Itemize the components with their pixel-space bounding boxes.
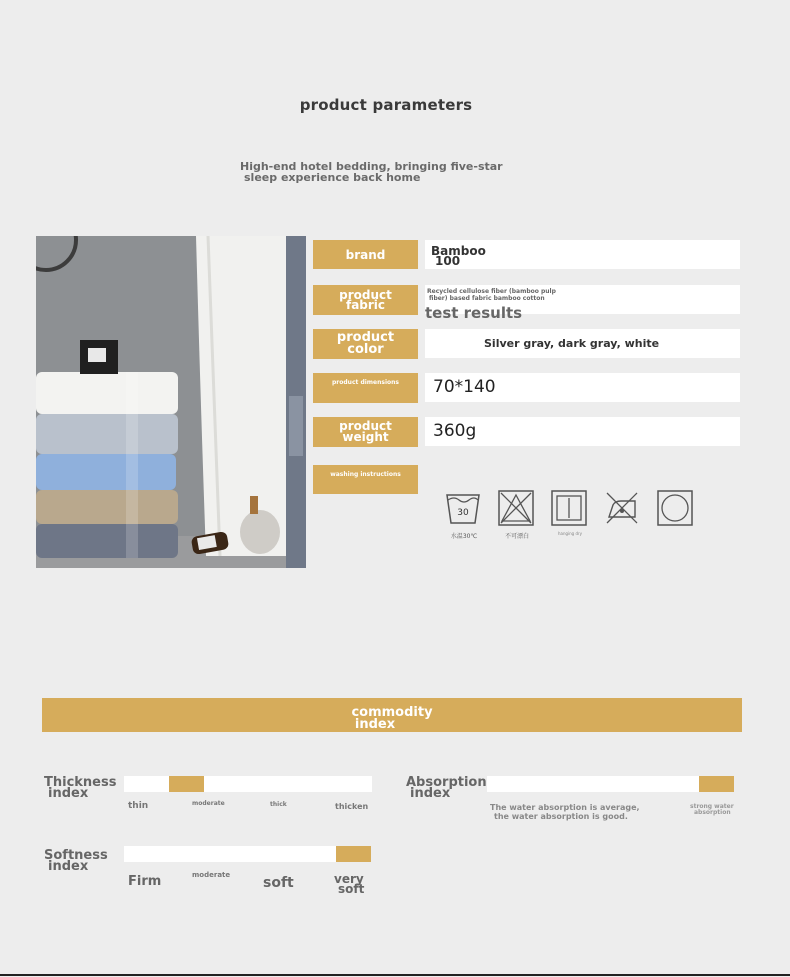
no-bleach-icon <box>497 489 535 527</box>
page-subtitle <box>240 161 503 183</box>
absorption-label-line-2: index <box>410 786 451 801</box>
commodity-banner-line-1: commodity <box>351 705 433 720</box>
absorption-end-line-1: strong water <box>690 803 734 810</box>
dimensions-label: product dimensions <box>313 373 418 403</box>
absorption-end-label <box>690 804 734 816</box>
color-label <box>313 329 418 359</box>
dimensions-value: 70*140 <box>433 377 496 397</box>
commodity-banner-title <box>42 707 742 731</box>
softness-scale-firm: Firm <box>128 874 162 889</box>
softness-label-line-1: Softness <box>44 848 108 863</box>
softness-scale-very-soft <box>334 874 364 894</box>
softness-scale-very-line-1: very <box>334 872 364 886</box>
absorption-label-line-1: Absorption <box>406 775 487 790</box>
fabric-value-small-line-1: Recycled cellulose fiber (bamboo pulp <box>427 288 556 295</box>
bottom-rule <box>0 974 790 976</box>
product-photo <box>36 236 306 568</box>
fabric-label-line-1: product <box>339 288 392 302</box>
softness-scale-very-line-2: soft <box>338 882 365 896</box>
softness-label <box>44 850 108 872</box>
wash-icon-5 <box>656 489 696 531</box>
subtitle-line-2: sleep experience back home <box>244 171 421 184</box>
fabric-label <box>313 285 418 315</box>
thickness-scale-thick: thick <box>270 801 287 808</box>
thickness-bar <box>124 776 372 792</box>
brand-label: brand <box>313 240 418 269</box>
commodity-banner-line-2: index <box>354 717 396 732</box>
color-value-box <box>425 329 740 358</box>
no-iron-icon <box>603 489 641 527</box>
absorption-desc-line-2: the water absorption is good. <box>494 812 628 821</box>
hang-dry-icon <box>550 489 588 527</box>
wash-icon-4 <box>603 489 643 531</box>
washing-label: washing instructions <box>313 465 418 494</box>
page-title: product parameters <box>299 96 473 114</box>
weight-label <box>313 417 418 447</box>
commodity-banner <box>42 698 742 732</box>
wash-30-text: 30 <box>457 508 469 518</box>
absorption-bar <box>487 776 734 792</box>
no-bleach-caption: 不可漂白 <box>504 533 529 540</box>
color-label-line-2: color <box>347 342 384 357</box>
brand-value-line-1: Bamboo <box>431 244 486 258</box>
fabric-label-line-2: fabric <box>345 298 386 312</box>
thickness-bar-marker <box>169 776 204 792</box>
thickness-label-line-1: Thickness <box>44 775 117 790</box>
dimensions-value-box <box>425 373 740 402</box>
absorption-end-line-2: absorption <box>694 809 731 816</box>
softness-scale-soft: soft <box>263 875 294 891</box>
softness-label-line-2: index <box>48 859 89 874</box>
absorption-desc <box>490 803 640 821</box>
no-tumble-dry-icon <box>656 489 694 527</box>
absorption-desc-line-1: The water absorption is average, <box>490 803 640 812</box>
weight-value: 360g <box>433 421 477 441</box>
wash-30-icon <box>444 489 482 527</box>
wash-icon-1 <box>444 489 484 540</box>
color-value: Silver gray, dark gray, white <box>484 337 660 350</box>
weight-value-box <box>425 417 740 446</box>
brand-value-line-2: 100 <box>435 254 461 268</box>
softness-bar-marker <box>336 846 371 862</box>
weight-label-line-1: product <box>339 419 392 433</box>
thickness-scale-moderate: moderate <box>192 800 225 807</box>
subtitle-line-1: High-end hotel bedding, bringing five-star <box>240 160 503 173</box>
absorption-bar-marker <box>699 776 734 792</box>
thickness-scale-thin: thin <box>128 801 149 811</box>
absorption-label <box>406 777 487 799</box>
color-label-line-1: product <box>336 330 395 345</box>
wash-30-caption: 水温30℃ <box>450 533 478 540</box>
brand-value <box>425 240 740 269</box>
wash-icon-3 <box>550 489 590 536</box>
hang-dry-caption: hanging dry <box>557 531 583 536</box>
softness-bar <box>124 846 371 862</box>
softness-scale-moderate: moderate <box>192 871 231 879</box>
fabric-value-big: test results <box>425 304 523 322</box>
thickness-label-line-2: index <box>48 786 89 801</box>
wash-icon-2 <box>497 489 537 540</box>
fabric-value-small-line-2: fiber) based fabric bamboo cotton <box>429 295 545 302</box>
towel-stack-illustration <box>36 236 306 568</box>
weight-label-line-2: weight <box>342 430 389 444</box>
thickness-scale-thicken: thicken <box>335 802 369 811</box>
thickness-label <box>44 777 116 799</box>
